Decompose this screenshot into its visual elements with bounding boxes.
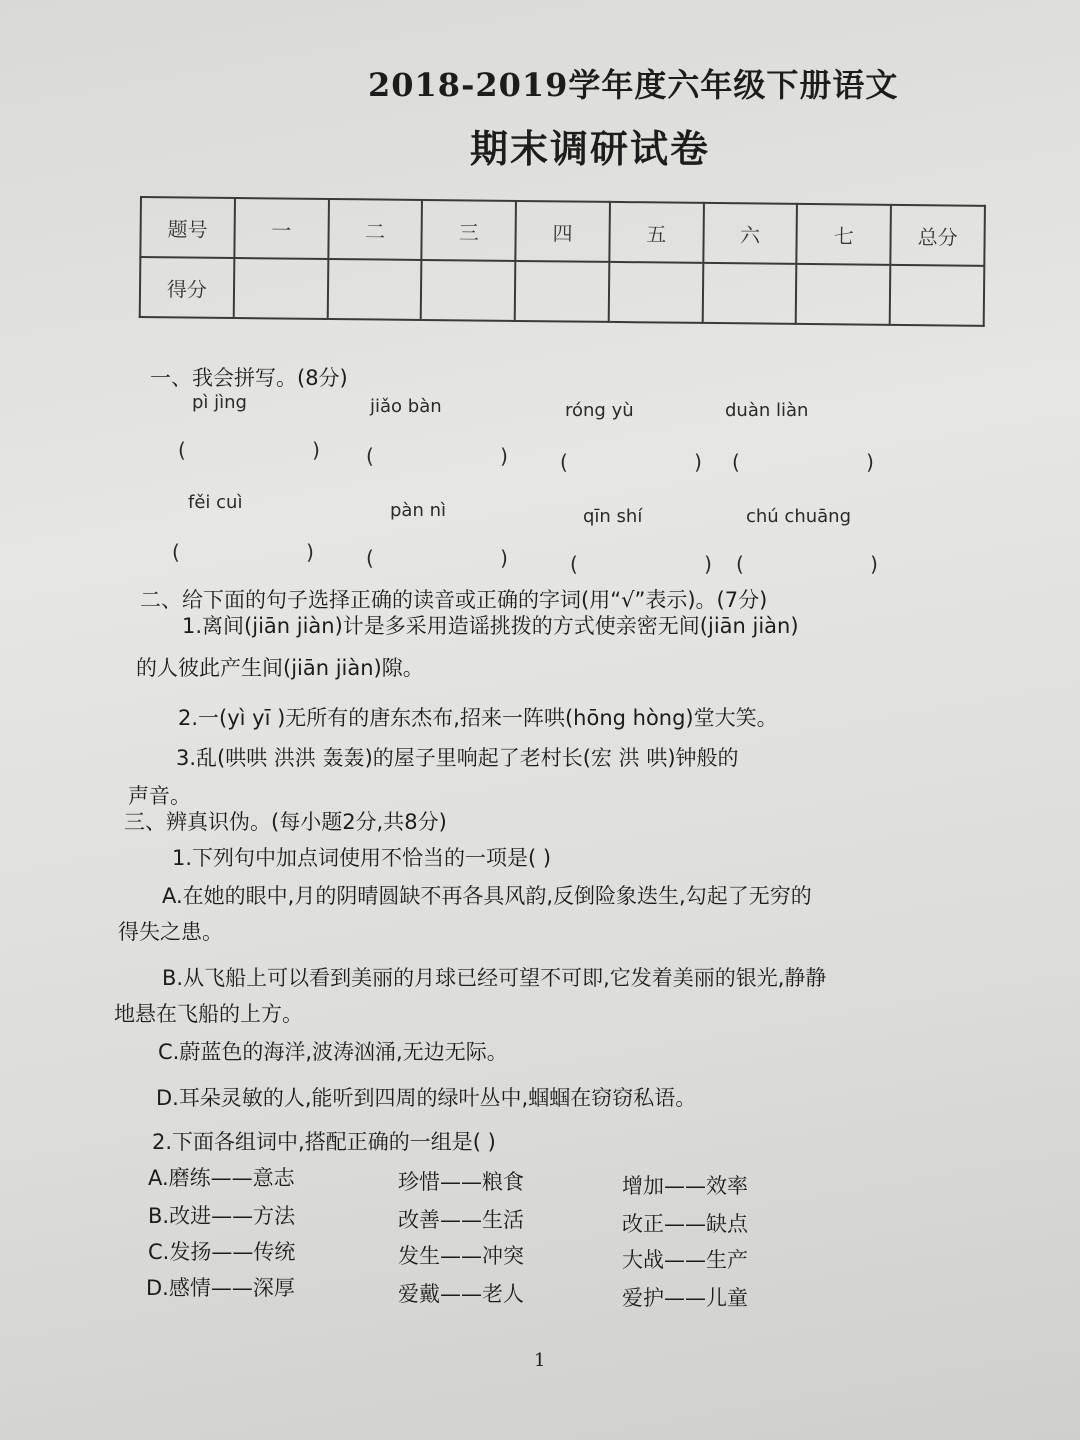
section2-q3-line1: 3.乱(哄哄 洪洪 轰轰)的屋子里响起了老村长(宏 洪 哄)钟般的 (176, 746, 739, 770)
section3-q1-option-c: C.蔚蓝色的海洋,波涛汹涌,无边无际。 (158, 1040, 508, 1064)
score-input-cell[interactable] (421, 260, 515, 321)
pinyin-item: pàn nì (390, 500, 446, 521)
section3-q1-option-a-line1: A.在她的眼中,月的阴晴圆缺不再各具风韵,反倒险象迭生,勾起了无穷的 (162, 884, 812, 908)
answer-blank[interactable]: ( ) (732, 450, 934, 474)
answer-blank[interactable]: ( ) (366, 546, 568, 570)
score-cell: 二 (328, 199, 422, 260)
score-cell: 三 (422, 200, 516, 261)
section2-heading: 二、给下面的句子选择正确的读音或正确的字词(用“√”表示)。(7分) (140, 588, 768, 612)
section2-q3-line2: 声音。 (128, 784, 191, 808)
section2-q1-line2: 的人彼此产生间(jiān jiàn)隙。 (136, 656, 424, 680)
section3-q2-option: A.磨练——意志 (148, 1166, 295, 1190)
answer-blank[interactable]: ( ) (570, 552, 772, 576)
score-input-cell[interactable] (515, 261, 609, 322)
section3-q1-option-b-line1: B.从飞船上可以看到美丽的月球已经可望不可即,它发着美丽的银光,静静 (162, 966, 827, 990)
section3-q1-option-d: D.耳朵灵敏的人,能听到四周的绿叶丛中,蝈蝈在窃窃私语。 (156, 1086, 697, 1110)
section3-q2-option: 发生——冲突 (398, 1244, 524, 1268)
section3-q2-option: 爱戴——老人 (398, 1282, 524, 1306)
section3-q1-option-b-line2: 地悬在飞船的上方。 (114, 1002, 303, 1026)
answer-blank[interactable]: ( ) (736, 552, 938, 576)
score-input-cell[interactable] (796, 264, 890, 325)
section2-q2: 2.一(yì yī )无所有的唐东杰布,招来一阵哄(hōng hòng)堂大笑。 (178, 706, 778, 730)
pinyin-item: duàn liàn (725, 400, 809, 421)
score-input-cell[interactable] (702, 263, 796, 324)
score-cell: 得分 (140, 257, 234, 318)
section3-q2: 2.下面各组词中,搭配正确的一组是( ) (152, 1130, 496, 1154)
answer-blank[interactable]: ( ) (366, 444, 568, 468)
answer-blank[interactable]: ( ) (172, 540, 374, 564)
pinyin-item: qīn shí (583, 506, 643, 527)
score-cell: 总分 (890, 205, 984, 266)
section3-q2-option: B.改进——方法 (148, 1204, 296, 1228)
score-table-score-row (140, 257, 985, 326)
score-table (139, 196, 986, 327)
pinyin-item: fěi cuì (188, 492, 243, 513)
section3-q2-option: 改善——生活 (398, 1208, 524, 1232)
score-cell: 四 (515, 201, 609, 262)
score-input-cell[interactable] (609, 262, 703, 323)
score-cell: 题号 (140, 197, 234, 258)
page-number: 1 (534, 1350, 546, 1371)
pinyin-item: róng yù (565, 400, 634, 421)
score-input-cell[interactable] (890, 265, 984, 326)
section3-q1-option-a-line2: 得失之患。 (118, 920, 223, 944)
score-cell: 六 (703, 203, 797, 264)
pinyin-item: pì jìng (192, 392, 247, 413)
section3-q2-option: 增加——效率 (622, 1174, 748, 1198)
section3-q2-option: 珍惜——粮食 (398, 1170, 524, 1194)
pinyin-item: chú chuāng (746, 506, 852, 527)
section3-q2-option: D.感情——深厚 (146, 1276, 295, 1300)
section3-heading: 三、辨真识伪。(每小题2分,共8分) (124, 810, 447, 834)
section3-q2-option: 大战——生产 (622, 1248, 748, 1272)
pinyin-item: jiǎo bàn (370, 396, 442, 417)
section3-q2-option: C.发扬——传统 (148, 1240, 296, 1264)
score-cell: 七 (797, 204, 891, 265)
section3-q2-option: 改正——缺点 (622, 1212, 748, 1236)
exam-title-line1: 2018-2019学年度六年级下册语文 (368, 66, 899, 104)
answer-blank[interactable]: ( ) (178, 438, 380, 462)
score-input-cell[interactable] (233, 258, 327, 319)
exam-title-line2: 期末调研试卷 (470, 126, 711, 171)
section3-q2-option: 爱护——儿童 (622, 1286, 748, 1310)
score-cell: 五 (609, 202, 703, 263)
section3-q1: 1.下列句中加点词使用不恰当的一项是( ) (172, 846, 552, 870)
section1-heading: 一、我会拼写。(8分) (150, 366, 348, 390)
score-input-cell[interactable] (327, 259, 421, 320)
section2-q1-line1: 1.离间(jiān jiàn)计是多采用造谣挑拨的方式使亲密无间(jiān jiàn) (182, 614, 799, 638)
score-cell: 一 (234, 198, 328, 259)
answer-blank[interactable]: ( ) (560, 450, 762, 474)
score-table-header-row (140, 197, 985, 266)
